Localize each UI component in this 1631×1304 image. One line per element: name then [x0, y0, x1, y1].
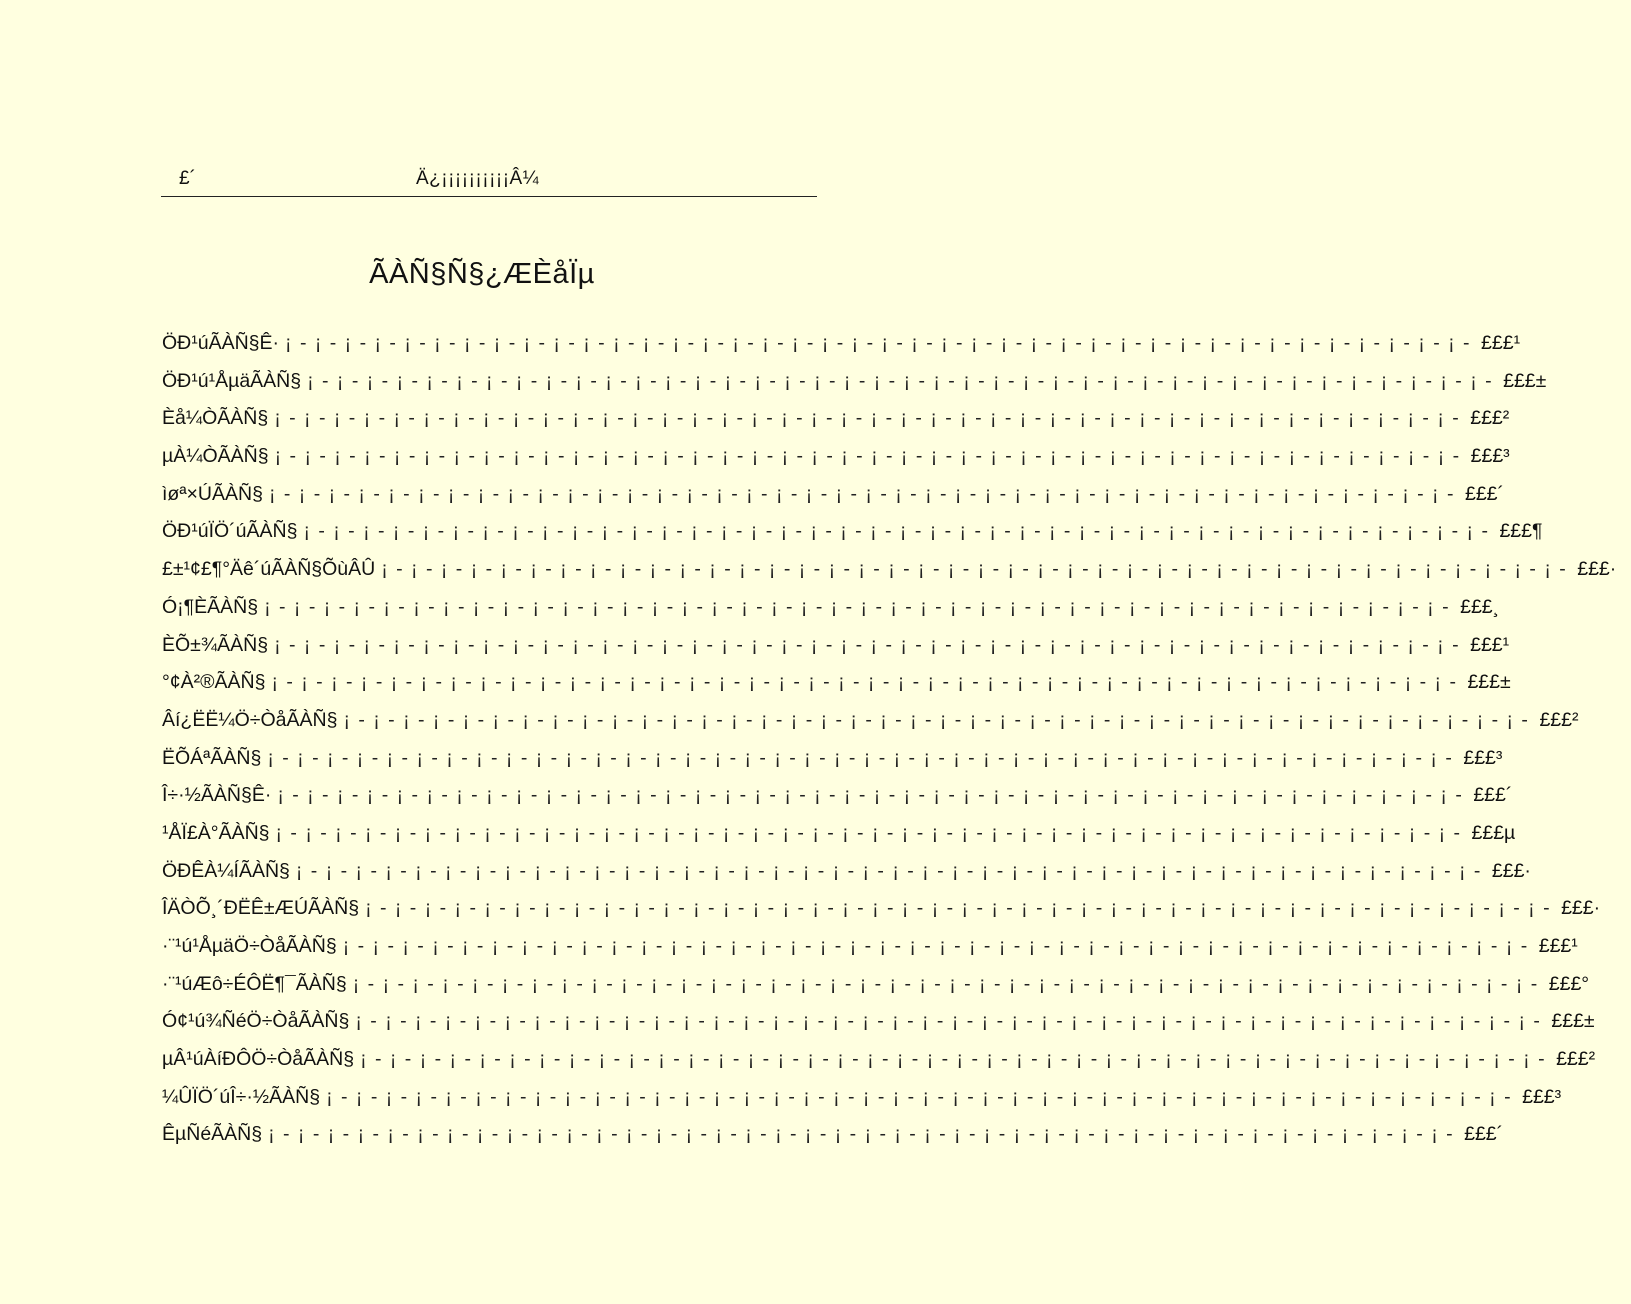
- toc-entry[interactable]: [162, 972, 1590, 1011]
- toc-leader-dots: ¡ - ¡ - ¡ - ¡ - ¡ - ¡ - ¡ - ¡ - ¡ - ¡ - ¡ - ¡ - ¡ - ¡ - ¡ - ¡ - ¡ - ¡ - ¡ - ¡ - ¡ - ¡ - ¡ - ¡ - ¡ - ¡ - ¡ - ¡ - ¡ - ¡ - ¡ - ¡ - ¡ - ¡ - ¡ - ¡ - ¡ - ¡ - ¡ - ¡ -: [274, 407, 1461, 430]
- toc-entry-page: £££²: [1556, 1048, 1596, 1071]
- toc-entry-page: £££·: [1561, 897, 1601, 920]
- toc-entry-label: ËÕÁªÃÀÑ§: [162, 746, 262, 769]
- toc-entry-page: £££¹: [1481, 332, 1521, 354]
- toc-entry-label: ÊµÑéÃÀÑ§: [162, 1123, 263, 1146]
- toc-entry[interactable]: [162, 821, 1516, 860]
- toc-entry-label: ¹ÅÏ£À°ÃÀÑ§: [162, 821, 270, 844]
- toc-entry[interactable]: [162, 445, 1510, 483]
- toc-entry[interactable]: [162, 520, 1543, 558]
- table-of-contents: [162, 332, 1617, 1161]
- toc-entry[interactable]: [162, 369, 1547, 408]
- toc-leader-dots: ¡ - ¡ - ¡ - ¡ - ¡ - ¡ - ¡ - ¡ - ¡ - ¡ - ¡ - ¡ - ¡ - ¡ - ¡ - ¡ - ¡ - ¡ - ¡ - ¡ - ¡ - ¡ - ¡ - ¡ - ¡ - ¡ - ¡ - ¡ - ¡ - ¡ - ¡ - ¡ - ¡ - ¡ - ¡ - ¡ - ¡ - ¡ - ¡ - ¡ -: [267, 746, 1454, 769]
- toc-entry[interactable]: [162, 746, 1503, 785]
- toc-entry-label: ÖÐ¹úÃÀÑ§Ê·: [162, 332, 280, 354]
- toc-entry[interactable]: [162, 482, 1504, 521]
- toc-entry-page: £££¹: [1538, 935, 1578, 957]
- toc-entry-label: Ó¡¶ÈÃÀÑ§: [162, 595, 259, 618]
- toc-entry-label: ·¨¹úÆô÷ÉÔË¶¯ÃÀÑ§: [162, 972, 347, 995]
- toc-entry[interactable]: [162, 1123, 1504, 1161]
- toc-leader-dots: ¡ - ¡ - ¡ - ¡ - ¡ - ¡ - ¡ - ¡ - ¡ - ¡ - ¡ - ¡ - ¡ - ¡ - ¡ - ¡ - ¡ - ¡ - ¡ - ¡ - ¡ - ¡ - ¡ - ¡ - ¡ - ¡ - ¡ - ¡ - ¡ - ¡ - ¡ - ¡ - ¡ - ¡ - ¡ - ¡ - ¡ - ¡ - ¡ - ¡ -: [271, 671, 1458, 694]
- toc-entry[interactable]: [162, 671, 1511, 709]
- toc-entry-page: £££¸: [1460, 595, 1500, 618]
- toc-leader-dots: ¡ - ¡ - ¡ - ¡ - ¡ - ¡ - ¡ - ¡ - ¡ - ¡ - ¡ - ¡ - ¡ - ¡ - ¡ - ¡ - ¡ - ¡ - ¡ - ¡ - ¡ - ¡ - ¡ - ¡ - ¡ - ¡ - ¡ - ¡ - ¡ - ¡ - ¡ - ¡ - ¡ - ¡ - ¡ - ¡ - ¡ - ¡ - ¡ - ¡ -: [365, 897, 1552, 920]
- toc-entry-page: £££²: [1470, 407, 1510, 430]
- toc-entry-label: ÖÐÊÀ¼ÍÃÀÑ§: [162, 859, 290, 882]
- toc-entry-page: £££³: [1522, 1085, 1562, 1108]
- toc-leader-dots: ¡ - ¡ - ¡ - ¡ - ¡ - ¡ - ¡ - ¡ - ¡ - ¡ - ¡ - ¡ - ¡ - ¡ - ¡ - ¡ - ¡ - ¡ - ¡ - ¡ - ¡ - ¡ - ¡ - ¡ - ¡ - ¡ - ¡ - ¡ - ¡ - ¡ - ¡ - ¡ - ¡ - ¡ - ¡ - ¡ - ¡ - ¡ - ¡ - ¡ -: [275, 821, 1462, 844]
- toc-entry-label: ìøª×ÚÃÀÑ§: [162, 482, 263, 505]
- toc-leader-dots: ¡ - ¡ - ¡ - ¡ - ¡ - ¡ - ¡ - ¡ - ¡ - ¡ - ¡ - ¡ - ¡ - ¡ - ¡ - ¡ - ¡ - ¡ - ¡ - ¡ - ¡ - ¡ - ¡ - ¡ - ¡ - ¡ - ¡ - ¡ - ¡ - ¡ - ¡ - ¡ - ¡ - ¡ - ¡ - ¡ - ¡ - ¡ - ¡ - ¡ -: [343, 708, 1530, 731]
- toc-leader-dots: ¡ - ¡ - ¡ - ¡ - ¡ - ¡ - ¡ - ¡ - ¡ - ¡ - ¡ - ¡ - ¡ - ¡ - ¡ - ¡ - ¡ - ¡ - ¡ - ¡ - ¡ - ¡ - ¡ - ¡ - ¡ - ¡ - ¡ - ¡ - ¡ - ¡ - ¡ - ¡ - ¡ - ¡ - ¡ - ¡ - ¡ - ¡ - ¡ - ¡ -: [326, 1085, 1513, 1108]
- toc-entry[interactable]: [162, 407, 1510, 445]
- toc-entry-label: ÖÐ¹úÏÖ´úÃÀÑ§: [162, 520, 298, 543]
- toc-leader-dots: ¡ - ¡ - ¡ - ¡ - ¡ - ¡ - ¡ - ¡ - ¡ - ¡ - ¡ - ¡ - ¡ - ¡ - ¡ - ¡ - ¡ - ¡ - ¡ - ¡ - ¡ - ¡ - ¡ - ¡ - ¡ - ¡ - ¡ - ¡ - ¡ - ¡ - ¡ - ¡ - ¡ - ¡ - ¡ - ¡ - ¡ - ¡ - ¡ - ¡ -: [355, 1010, 1542, 1033]
- toc-entry-label: ÎÄÒÕ¸´ÐËÊ±ÆÚÃÀÑ§: [162, 897, 360, 920]
- toc-entry[interactable]: [162, 897, 1601, 935]
- toc-entry-page: £££·: [1491, 859, 1531, 882]
- toc-leader-dots: ¡ - ¡ - ¡ - ¡ - ¡ - ¡ - ¡ - ¡ - ¡ - ¡ - ¡ - ¡ - ¡ - ¡ - ¡ - ¡ - ¡ - ¡ - ¡ - ¡ - ¡ - ¡ - ¡ - ¡ - ¡ - ¡ - ¡ - ¡ - ¡ - ¡ - ¡ - ¡ - ¡ - ¡ - ¡ - ¡ - ¡ - ¡ - ¡ - ¡ -: [352, 972, 1539, 995]
- page-title: ÃÀÑ§Ñ§¿ÆÈåÏµ: [369, 258, 595, 290]
- toc-entry-label: °¢À²®ÃÀÑ§: [162, 671, 266, 694]
- toc-entry[interactable]: [162, 1085, 1562, 1124]
- toc-leader-dots: ¡ - ¡ - ¡ - ¡ - ¡ - ¡ - ¡ - ¡ - ¡ - ¡ - ¡ - ¡ - ¡ - ¡ - ¡ - ¡ - ¡ - ¡ - ¡ - ¡ - ¡ - ¡ - ¡ - ¡ - ¡ - ¡ - ¡ - ¡ - ¡ - ¡ - ¡ - ¡ - ¡ - ¡ - ¡ - ¡ - ¡ - ¡ - ¡ - ¡ -: [268, 482, 1455, 505]
- toc-entry-page: £££¹: [1470, 633, 1510, 656]
- toc-entry-page: £££±: [1551, 1010, 1595, 1033]
- toc-entry-page: £££´: [1464, 1123, 1504, 1146]
- toc-entry-label: ·¨¹ú¹ÅµäÖ÷ÒåÃÀÑ§: [162, 935, 337, 957]
- toc-leader-dots: ¡ - ¡ - ¡ - ¡ - ¡ - ¡ - ¡ - ¡ - ¡ - ¡ - ¡ - ¡ - ¡ - ¡ - ¡ - ¡ - ¡ - ¡ - ¡ - ¡ - ¡ - ¡ - ¡ - ¡ - ¡ - ¡ - ¡ - ¡ - ¡ - ¡ - ¡ - ¡ - ¡ - ¡ - ¡ - ¡ - ¡ - ¡ - ¡ - ¡ -: [285, 332, 1472, 354]
- toc-entry[interactable]: [162, 708, 1579, 747]
- toc-entry-page: £££±: [1467, 671, 1511, 694]
- toc-entry-label: µÂ¹úÀíÐÔÖ÷ÒåÃÀÑ§: [162, 1048, 355, 1071]
- toc-entry-page: £££´: [1473, 784, 1513, 807]
- toc-leader-dots: ¡ - ¡ - ¡ - ¡ - ¡ - ¡ - ¡ - ¡ - ¡ - ¡ - ¡ - ¡ - ¡ - ¡ - ¡ - ¡ - ¡ - ¡ - ¡ - ¡ - ¡ - ¡ - ¡ - ¡ - ¡ - ¡ - ¡ - ¡ - ¡ - ¡ - ¡ - ¡ - ¡ - ¡ - ¡ - ¡ - ¡ - ¡ - ¡ - ¡ -: [307, 369, 1494, 392]
- toc-entry-page: £££³: [1470, 445, 1510, 468]
- toc-entry-label: Ó¢¹ú¾ÑéÖ÷ÒåÃÀÑ§: [162, 1010, 350, 1033]
- running-head-title: Ä¿¡¡¡¡¡¡¡¡¡¡Â¼: [416, 168, 540, 189]
- toc-entry[interactable]: [162, 1010, 1595, 1048]
- page-number: £´: [179, 168, 196, 189]
- toc-entry[interactable]: [162, 784, 1513, 822]
- toc-leader-dots: ¡ - ¡ - ¡ - ¡ - ¡ - ¡ - ¡ - ¡ - ¡ - ¡ - ¡ - ¡ - ¡ - ¡ - ¡ - ¡ - ¡ - ¡ - ¡ - ¡ - ¡ - ¡ - ¡ - ¡ - ¡ - ¡ - ¡ - ¡ - ¡ - ¡ - ¡ - ¡ - ¡ - ¡ - ¡ - ¡ - ¡ - ¡ - ¡ - ¡ -: [342, 935, 1529, 957]
- toc-entry-page: £££¶: [1499, 520, 1543, 543]
- toc-entry[interactable]: [162, 558, 1617, 596]
- toc-entry-page: £££°: [1548, 972, 1590, 995]
- toc-entry-page: £££´: [1464, 482, 1504, 505]
- toc-entry[interactable]: [162, 595, 1500, 634]
- toc-entry[interactable]: [162, 332, 1521, 370]
- toc-entry[interactable]: [162, 935, 1578, 973]
- toc-entry-label: £±¹¢£¶°Äê´úÃÀÑ§ÕùÂÛ: [162, 558, 376, 581]
- toc-entry-label: Èå¼ÒÃÀÑ§: [162, 407, 269, 430]
- toc-leader-dots: ¡ - ¡ - ¡ - ¡ - ¡ - ¡ - ¡ - ¡ - ¡ - ¡ - ¡ - ¡ - ¡ - ¡ - ¡ - ¡ - ¡ - ¡ - ¡ - ¡ - ¡ - ¡ - ¡ - ¡ - ¡ - ¡ - ¡ - ¡ - ¡ - ¡ - ¡ - ¡ - ¡ - ¡ - ¡ - ¡ - ¡ - ¡ - ¡ - ¡ -: [274, 633, 1461, 656]
- toc-leader-dots: ¡ - ¡ - ¡ - ¡ - ¡ - ¡ - ¡ - ¡ - ¡ - ¡ - ¡ - ¡ - ¡ - ¡ - ¡ - ¡ - ¡ - ¡ - ¡ - ¡ - ¡ - ¡ - ¡ - ¡ - ¡ - ¡ - ¡ - ¡ - ¡ - ¡ - ¡ - ¡ - ¡ - ¡ - ¡ - ¡ - ¡ - ¡ - ¡ - ¡ -: [303, 520, 1490, 543]
- toc-leader-dots: ¡ - ¡ - ¡ - ¡ - ¡ - ¡ - ¡ - ¡ - ¡ - ¡ - ¡ - ¡ - ¡ - ¡ - ¡ - ¡ - ¡ - ¡ - ¡ - ¡ - ¡ - ¡ - ¡ - ¡ - ¡ - ¡ - ¡ - ¡ - ¡ - ¡ - ¡ - ¡ - ¡ - ¡ - ¡ - ¡ - ¡ - ¡ - ¡ - ¡ -: [277, 784, 1464, 807]
- toc-leader-dots: ¡ - ¡ - ¡ - ¡ - ¡ - ¡ - ¡ - ¡ - ¡ - ¡ - ¡ - ¡ - ¡ - ¡ - ¡ - ¡ - ¡ - ¡ - ¡ - ¡ - ¡ - ¡ - ¡ - ¡ - ¡ - ¡ - ¡ - ¡ - ¡ - ¡ - ¡ - ¡ - ¡ - ¡ - ¡ - ¡ - ¡ - ¡ - ¡ - ¡ -: [381, 558, 1568, 581]
- toc-leader-dots: ¡ - ¡ - ¡ - ¡ - ¡ - ¡ - ¡ - ¡ - ¡ - ¡ - ¡ - ¡ - ¡ - ¡ - ¡ - ¡ - ¡ - ¡ - ¡ - ¡ - ¡ - ¡ - ¡ - ¡ - ¡ - ¡ - ¡ - ¡ - ¡ - ¡ - ¡ - ¡ - ¡ - ¡ - ¡ - ¡ - ¡ - ¡ - ¡ - ¡ -: [274, 445, 1461, 468]
- toc-entry-page: £££·: [1577, 558, 1617, 581]
- toc-entry-label: Âí¿ËË¼Ö÷ÒåÃÀÑ§: [162, 708, 338, 731]
- toc-entry-page: £££³: [1463, 746, 1503, 769]
- toc-entry-label: ÖÐ¹ú¹ÅµäÃÀÑ§: [162, 369, 302, 392]
- toc-leader-dots: ¡ - ¡ - ¡ - ¡ - ¡ - ¡ - ¡ - ¡ - ¡ - ¡ - ¡ - ¡ - ¡ - ¡ - ¡ - ¡ - ¡ - ¡ - ¡ - ¡ - ¡ - ¡ - ¡ - ¡ - ¡ - ¡ - ¡ - ¡ - ¡ - ¡ - ¡ - ¡ - ¡ - ¡ - ¡ - ¡ - ¡ - ¡ - ¡ - ¡ -: [268, 1123, 1455, 1146]
- toc-entry-label: µÀ¼ÒÃÀÑ§: [162, 445, 269, 468]
- toc-entry[interactable]: [162, 859, 1531, 898]
- toc-entry-page: £££µ: [1471, 821, 1516, 844]
- toc-leader-dots: ¡ - ¡ - ¡ - ¡ - ¡ - ¡ - ¡ - ¡ - ¡ - ¡ - ¡ - ¡ - ¡ - ¡ - ¡ - ¡ - ¡ - ¡ - ¡ - ¡ - ¡ - ¡ - ¡ - ¡ - ¡ - ¡ - ¡ - ¡ - ¡ - ¡ - ¡ - ¡ - ¡ - ¡ - ¡ - ¡ - ¡ - ¡ - ¡ - ¡ -: [295, 859, 1482, 882]
- toc-entry-label: ÈÕ±¾ÃÀÑ§: [162, 633, 269, 656]
- toc-entry-label: ¼ÛÏÖ´úÎ÷·½ÃÀÑ§: [162, 1085, 321, 1108]
- toc-entry-page: £££±: [1503, 369, 1547, 392]
- running-header: [161, 166, 817, 197]
- toc-entry[interactable]: [162, 633, 1510, 672]
- toc-leader-dots: ¡ - ¡ - ¡ - ¡ - ¡ - ¡ - ¡ - ¡ - ¡ - ¡ - ¡ - ¡ - ¡ - ¡ - ¡ - ¡ - ¡ - ¡ - ¡ - ¡ - ¡ - ¡ - ¡ - ¡ - ¡ - ¡ - ¡ - ¡ - ¡ - ¡ - ¡ - ¡ - ¡ - ¡ - ¡ - ¡ - ¡ - ¡ - ¡ - ¡ -: [264, 595, 1451, 618]
- toc-entry-page: £££²: [1539, 708, 1579, 731]
- toc-leader-dots: ¡ - ¡ - ¡ - ¡ - ¡ - ¡ - ¡ - ¡ - ¡ - ¡ - ¡ - ¡ - ¡ - ¡ - ¡ - ¡ - ¡ - ¡ - ¡ - ¡ - ¡ - ¡ - ¡ - ¡ - ¡ - ¡ - ¡ - ¡ - ¡ - ¡ - ¡ - ¡ - ¡ - ¡ - ¡ - ¡ - ¡ - ¡ - ¡ - ¡ -: [360, 1048, 1547, 1071]
- toc-entry-label: Î÷·½ÃÀÑ§Ê·: [162, 784, 272, 807]
- toc-entry[interactable]: [162, 1048, 1596, 1086]
